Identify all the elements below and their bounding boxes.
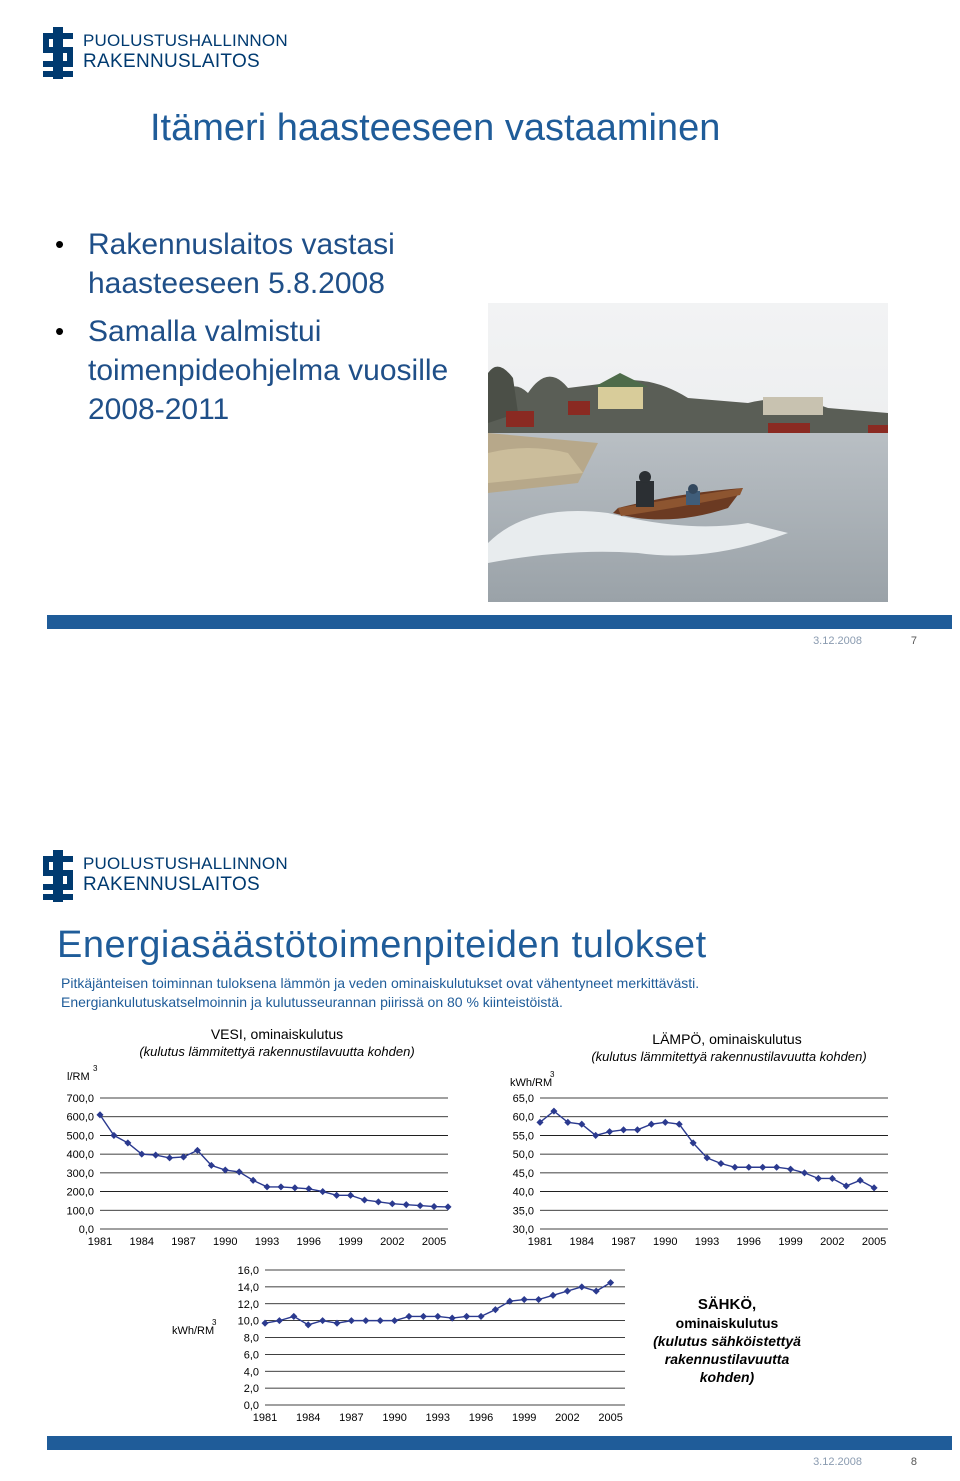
- page-number: 7: [910, 635, 917, 647]
- x-tick-label: 1984: [129, 1236, 155, 1248]
- chart-title: VESI, ominaiskulutus: [210, 1026, 344, 1042]
- slide-8: [7, 826, 952, 1474]
- x-tick-label: 2005: [861, 1236, 887, 1248]
- y-tick-label: 600,0: [66, 1111, 94, 1124]
- x-tick-label: 2002: [555, 1412, 580, 1424]
- logo-line-1: PUOLUSTUSHALLINNON: [83, 31, 288, 50]
- bullet-list: [55, 225, 455, 438]
- y-axis-label: kWh/RM: [510, 1077, 553, 1089]
- y-tick-label: 12,0: [237, 1298, 259, 1311]
- x-tick-label: 1981: [87, 1236, 113, 1248]
- x-tick-label: 1993: [254, 1236, 280, 1248]
- sahko-subtitle: ominaiskulutus: [675, 1315, 779, 1331]
- x-tick-label: 1981: [527, 1236, 553, 1248]
- x-tick-label: 2005: [421, 1236, 447, 1248]
- archipelago-boat-photo: [488, 303, 888, 602]
- y-tick-label: 14,0: [237, 1281, 259, 1294]
- footer-date: 3.12.2008: [813, 635, 862, 647]
- y-axis-label: l/RM: [67, 1071, 90, 1083]
- y-tick-label: 100,0: [66, 1205, 94, 1218]
- x-tick-label: 1981: [252, 1412, 278, 1424]
- x-tick-label: 1987: [339, 1412, 364, 1424]
- y-tick-label: 4,0: [243, 1366, 259, 1379]
- x-tick-label: 1984: [295, 1412, 321, 1424]
- footer-bar: [47, 1436, 952, 1450]
- y-axis-label-sup: 3: [93, 1064, 98, 1073]
- bullet-item: • Rakennuslaitos vastasi haasteeseen 5.8.2008: [55, 225, 455, 303]
- intro-line-1: Pitkäjänteisen toiminnan tuloksena lämmön ja veden ominaiskulutukset ovat vähentyneet merkittävästi.: [61, 975, 700, 991]
- y-tick-label: 16,0: [237, 1265, 259, 1277]
- y-tick-label: 0,0: [78, 1224, 94, 1236]
- x-tick-label: 1996: [736, 1236, 762, 1248]
- slide-title: Itämeri haasteeseen vastaaminen: [150, 107, 721, 149]
- y-tick-label: 0,0: [243, 1400, 259, 1412]
- x-tick-label: 1999: [338, 1236, 363, 1248]
- sahko-title: SÄHKÖ,: [697, 1296, 757, 1313]
- logo-mark-icon: [43, 27, 73, 79]
- intro-line-2: Energiankulutuskatselmoinnin ja kulutusseurannan piirissä on 80 % kiinteistöistä.: [61, 994, 563, 1010]
- chart-title: LÄMPÖ, ominaiskulutus: [652, 1031, 802, 1047]
- y-tick-label: 10,0: [237, 1315, 259, 1328]
- y-tick-label: 8,0: [243, 1332, 259, 1345]
- x-tick-label: 1987: [611, 1236, 636, 1248]
- y-tick-label: 40,0: [512, 1186, 534, 1199]
- x-tick-label: 2005: [598, 1412, 623, 1424]
- chart-0: [55, 1022, 475, 1248]
- x-tick-label: 2002: [820, 1236, 845, 1248]
- x-tick-label: 1993: [694, 1236, 720, 1248]
- slide-7: [7, 3, 952, 657]
- x-tick-label: 1990: [382, 1412, 407, 1424]
- x-tick-label: 1999: [778, 1236, 803, 1248]
- y-tick-label: 35,0: [512, 1205, 534, 1218]
- slide-title: Energiasäästötoimenpiteiden tulokset: [57, 924, 707, 966]
- page-number: 8: [910, 1456, 917, 1468]
- y-tick-label: 700,0: [66, 1093, 94, 1105]
- sahko-note: (kulutus sähköistettyä rakennustilavuutta kohden): [653, 1333, 801, 1385]
- x-tick-label: 1984: [569, 1236, 595, 1248]
- footer-bar: [47, 615, 952, 629]
- chart-subtitle: (kulutus lämmitettyä rakennustilavuutta kohden): [139, 1044, 415, 1059]
- charts-canvas: [7, 826, 952, 1436]
- x-tick-label: 1987: [171, 1236, 196, 1248]
- y-tick-label: 200,0: [66, 1186, 94, 1199]
- x-tick-label: 1993: [425, 1412, 451, 1424]
- y-tick-label: 6,0: [243, 1349, 259, 1362]
- bullet-item: • Samalla valmistui toimenpideohjelma vuosille 2008-2011: [55, 312, 455, 429]
- x-tick-label: 2002: [380, 1236, 405, 1248]
- chart-subtitle: (kulutus lämmitettyä rakennustilavuutta kohden): [591, 1049, 867, 1064]
- y-tick-label: 45,0: [512, 1167, 534, 1180]
- sahko-caption: [647, 1296, 807, 1386]
- y-tick-label: 30,0: [512, 1224, 534, 1236]
- y-tick-label: 55,0: [512, 1130, 534, 1143]
- y-tick-label: 500,0: [66, 1130, 94, 1143]
- y-axis-label: kWh/RM: [172, 1325, 215, 1337]
- footer-date: 3.12.2008: [813, 1456, 862, 1468]
- y-tick-label: 2,0: [243, 1383, 259, 1396]
- x-tick-label: 1990: [653, 1236, 678, 1248]
- chart-1: [495, 1022, 915, 1248]
- y-tick-label: 300,0: [66, 1167, 94, 1180]
- x-tick-label: 1996: [468, 1412, 494, 1424]
- x-tick-label: 1999: [511, 1412, 537, 1424]
- x-tick-label: 1990: [213, 1236, 238, 1248]
- logo-line-2: RAKENNUSLAITOS: [83, 874, 261, 895]
- y-axis-label-sup: 3: [550, 1070, 555, 1079]
- y-tick-label: 60,0: [512, 1111, 534, 1124]
- logo-line-2: RAKENNUSLAITOS: [83, 51, 261, 72]
- y-tick-label: 400,0: [66, 1149, 94, 1162]
- logo-line-1: PUOLUSTUSHALLINNON: [83, 854, 288, 873]
- y-tick-label: 50,0: [512, 1149, 534, 1162]
- y-tick-label: 65,0: [512, 1093, 534, 1105]
- y-axis-label-sup: 3: [212, 1318, 217, 1327]
- x-tick-label: 1996: [296, 1236, 322, 1248]
